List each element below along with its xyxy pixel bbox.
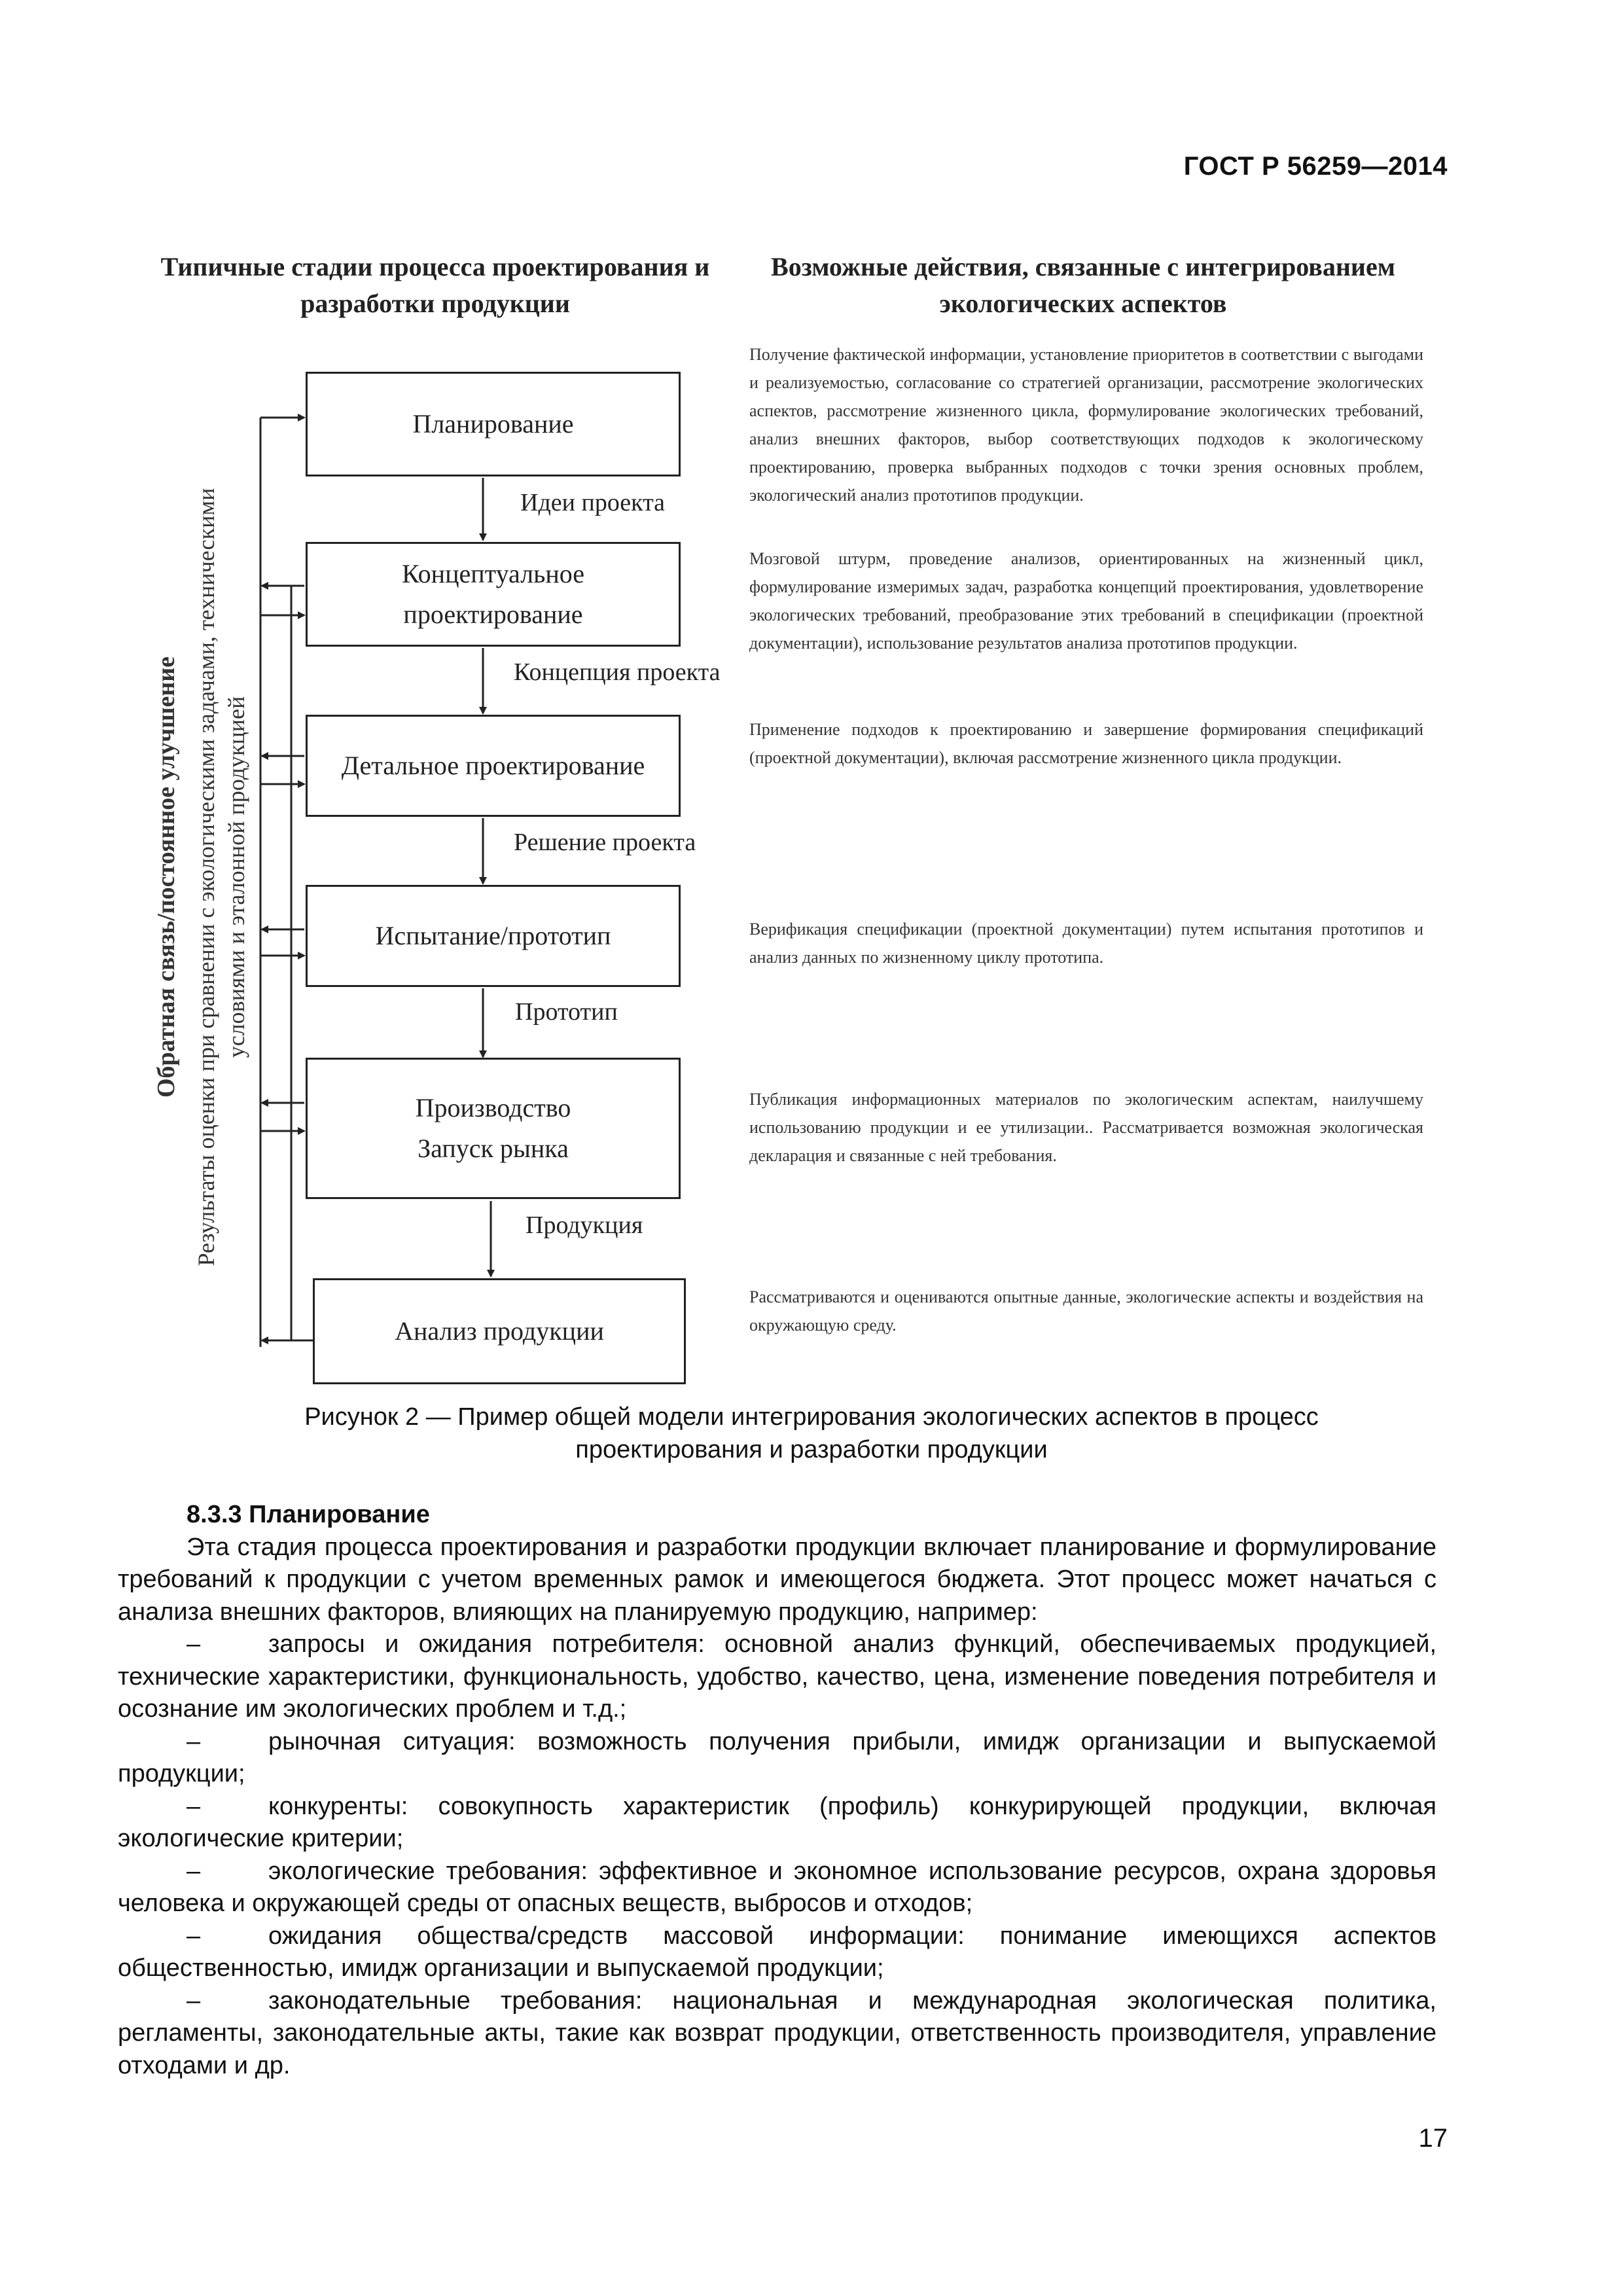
evaluation-vertical-label: Результаты оценки при сравнении с экологическими задачами, техническими условиями и эталонной продукцией xyxy=(193,488,249,1266)
action-text-testing: Верификация спецификации (проектной документации) путем испытания прототипов и анализ данных по жизненному циклу прототипа. xyxy=(749,920,1423,967)
figure-left-heading: Типичные стадии процесса проектирования и разработки продукции xyxy=(160,252,710,318)
action-text-production: Публикация информационных материалов по экологическим аспектам, наилучшему использованию продукции и ее утилизации.. Рассматривается возможная экологическая декларация и связанные с ней требования. xyxy=(749,1090,1423,1165)
list-item-text: запросы и ожидания потребителя: основной анализ функций, обеспечиваемых продукцией, технические характеристики, функциональность, удобство, качество, цена, изменение поведения потребителя и осознание им экологических проблем и т.д.; xyxy=(118,1630,1436,1723)
list-item xyxy=(118,1726,1436,1791)
action-text-concept: Мозговой штурм, проведение анализов, ориентированных на жизненный цикл, формулирование измеримых задач, разработка концепций проектирования, удовлетворение экологических требований, преобразование этих требований в спецификации (проектной документации), использование результатов анализа прототипов продукции. xyxy=(749,549,1423,653)
list-dash: – xyxy=(187,1792,201,1820)
list-dash: – xyxy=(187,1986,201,2015)
list-dash: – xyxy=(187,1922,201,1950)
transition-label-decision: Решение проекта xyxy=(514,829,696,856)
list-item xyxy=(118,1920,1436,1985)
list-item-text: законодательные требования: национальная и международная экологическая политика, регламенты, законодательные акты, такие как возврат продукции, ответственность производителя, управление отходами и др. xyxy=(118,1986,1436,2079)
section-intro-paragraph: Эта стадия процесса проектирования и разработки продукции включает планирование и формулирование требований к продукции с учетом временных рамок и имеющегося бюджета. Этот процесс может начаться с анализа внешних факторов, влияющих на планируемую продукцию, например: xyxy=(118,1533,1436,1626)
list-item xyxy=(118,1856,1436,1920)
transition-label-concept: Концепция проекта xyxy=(514,658,721,686)
stage-box-testing: Испытание/прототип xyxy=(306,885,681,987)
action-text-detailed: Применение подходов к проектированию и завершение формирования спецификаций (проектной документации), включая рассмотрение жизненного цикла продукции. xyxy=(749,720,1423,767)
figure-caption: Рисунок 2 — Пример общей модели интегрирования экологических аспектов в процесс проектирования и разработки продукции xyxy=(304,1403,1319,1463)
list-item-text: рыночная ситуация: возможность получения прибыли, имидж организации и выпускаемой продукции; xyxy=(118,1727,1436,1787)
document-id: ГОСТ Р 56259—2014 xyxy=(1183,152,1448,181)
stage-box-detailed: Детальное проектирование xyxy=(306,715,681,817)
list-dash: – xyxy=(187,1727,201,1755)
section-heading: 8.3.3 Планирование xyxy=(187,1501,430,1528)
list-item xyxy=(118,1791,1436,1856)
list-item xyxy=(118,1628,1436,1726)
list-item-text: ожидания общества/средств массовой информации: понимание имеющихся аспектов общественностью, имидж организации и выпускаемой продукции; xyxy=(118,1922,1436,1982)
list-dash: – xyxy=(187,1630,201,1658)
stage-box-concept: Концептуальное проектирование xyxy=(306,542,681,647)
stage-box-production: Производство Запуск рынка xyxy=(306,1058,681,1199)
section-body xyxy=(118,1499,1436,2082)
transition-label-prototype: Прототип xyxy=(515,998,618,1026)
transition-label-product: Продукция xyxy=(526,1211,643,1239)
stage-box-analysis: Анализ продукции xyxy=(313,1278,686,1384)
page-number: 17 xyxy=(1418,2124,1448,2153)
list-item xyxy=(118,1985,1436,2083)
action-text-analysis: Рассматриваются и оцениваются опытные данные, экологические аспекты и воздействия на окружающую среду. xyxy=(749,1287,1423,1335)
feedback-vertical-label: Обратная связь/постоянное улучшение xyxy=(152,656,180,1098)
list-item-text: конкуренты: совокупность характеристик (профиль) конкурирующей продукции, включая экологические критерии; xyxy=(118,1792,1436,1852)
action-text-planning: Получение фактической информации, установление приоритетов в соответствии с выгодами и реализуемостью, согласование со стратегией организации, рассмотрение экологических аспектов, рассмотрение жизненного цикла, формулирование экологических требований, анализ внешних факторов, выбор соответствующих подходов к экологическому проектированию, проверка выбранных подходов с точки зрения основных проблем, экологический анализ прототипов продукции. xyxy=(749,345,1423,505)
list-dash: – xyxy=(187,1857,201,1885)
transition-label-ideas: Идеи проекта xyxy=(520,489,666,516)
list-item-text: экологические требования: эффективное и экономное использование ресурсов, охрана здоровья человека и окружающей среды от опасных веществ, выбросов и отходов; xyxy=(118,1857,1436,1917)
figure-right-heading: Возможные действия, связанные с интегрированием экологических аспектов xyxy=(771,252,1395,318)
stage-box-planning: Планирование xyxy=(306,372,681,476)
